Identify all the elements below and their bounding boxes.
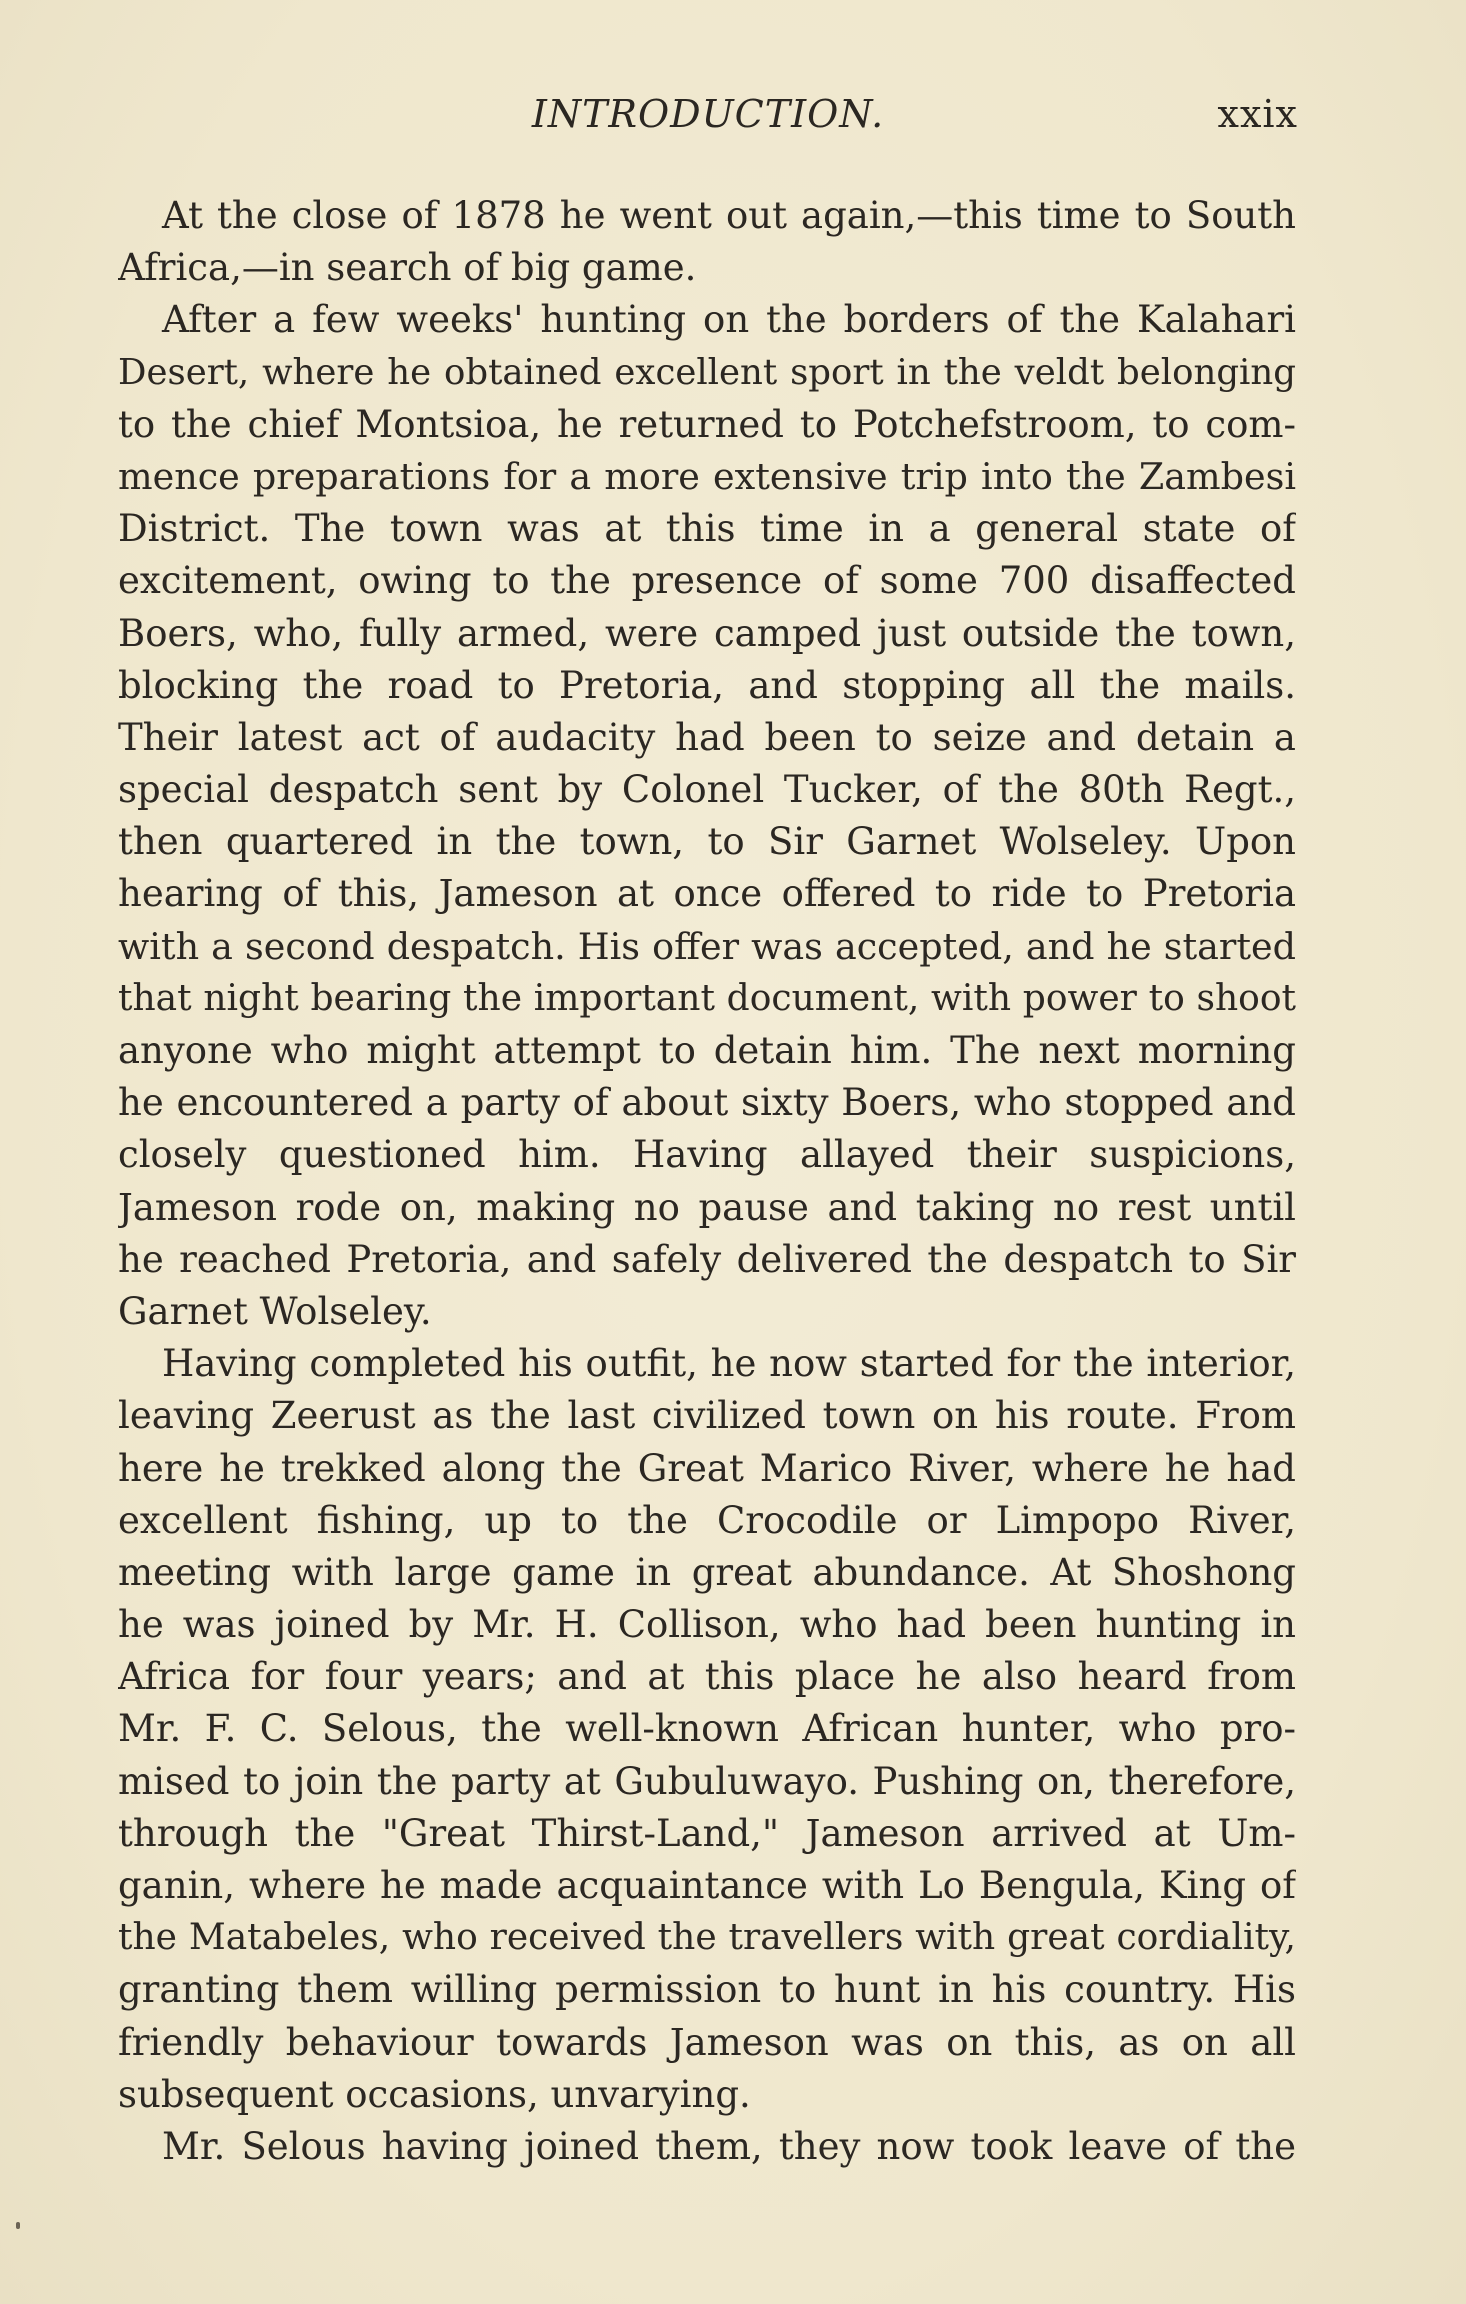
text-line: anyone who might attempt to detain him. The next morning [118,1029,1296,1072]
text-line: At the close of 1878 he went out again,—this time to South [162,194,1296,237]
text-line: leaving Zeerust as the last civilized town on his route. From [118,1394,1296,1438]
text-line: blocking the road to Pretoria, and stopping all the mails. [118,663,1296,707]
text-line: mence preparations for a more extensive trip into the Zambesi [118,454,1296,498]
paper-speck [16,2222,20,2229]
running-head-title: INTRODUCTION. [531,92,885,136]
text-line: ganin, where he made acquaintance with Lo Bengula, King of [118,1864,1296,1907]
text-line: here he trekked along the Great Marico River, where he had [118,1446,1296,1490]
text-line: special despatch sent by Colonel Tucker, of the 80th Regt., [118,768,1296,812]
text-line: After a few weeks' hunting on the borders of the Kalahari [162,298,1296,342]
text-line: to the chief Montsioa, he returned to Potchefstroom, to com- [118,402,1296,446]
text-line: closely questioned him. Having allayed their suspicions, [118,1133,1296,1177]
text-line: Their latest act of audacity had been to seize and detain a [118,715,1296,759]
text-line: that night bearing the important document, with power to shoot [118,977,1296,1019]
text-line: then quartered in the town, to Sir Garnet Wolseley. Upon [118,820,1296,864]
text-line: Desert, where he obtained excellent sport in the veldt belonging [118,351,1296,393]
text-line: Garnet Wolseley. [118,1289,432,1333]
text-line: meeting with large game in great abundance. At Shoshong [118,1550,1296,1594]
text-line: Jameson rode on, making no pause and taking no rest until [118,1185,1296,1229]
text-line: excitement, owing to the presence of some 700 disaffected [118,559,1296,603]
text-line: friendly behaviour towards Jameson was on this, as on all [118,2020,1296,2064]
text-line: Mr. Selous having joined them, they now took leave of the [162,2124,1296,2168]
text-line: excellent fishing, up to the Crocodile or Limpopo River, [118,1498,1296,1542]
text-line: the Matabeles, who received the travellers with great cordiality, [118,1917,1296,1959]
text-line: he encountered a party of about sixty Boers, who stopped and [118,1081,1296,1125]
text-line: granting them willing permission to hunt in his country. His [118,1968,1296,2012]
body-text [118,190,1296,2173]
text-line: he reached Pretoria, and safely delivered the despatch to Sir [118,1237,1296,1281]
text-line: subsequent occasions, unvarying. [118,2072,751,2116]
page-number: xxix [1217,92,1298,136]
running-head [118,92,1298,142]
text-line: with a second despatch. His offer was accepted, and he started [118,924,1296,968]
text-line: District. The town was at this time in a general state of [118,507,1296,551]
text-line: he was joined by Mr. H. Collison, who had been hunting in [118,1603,1296,1647]
text-line: hearing of this, Jameson at once offered to ride to Pretoria [118,872,1296,916]
text-line: through the "Great Thirst-Land," Jameson arrived at Um- [118,1811,1296,1855]
text-line: Africa for four years; and at this place he also heard from [118,1655,1296,1699]
text-line: Mr. F. C. Selous, the well-known African hunter, who pro- [118,1707,1296,1751]
text-line: Boers, who, fully armed, were camped just outside the town, [118,611,1296,655]
text-line: Having completed his outfit, he now started for the interior, [162,1342,1296,1386]
text-line: mised to join the party at Gubuluwayo. Pushing on, therefore, [118,1759,1296,1803]
text-line: Africa,—in search of big game. [118,246,697,290]
